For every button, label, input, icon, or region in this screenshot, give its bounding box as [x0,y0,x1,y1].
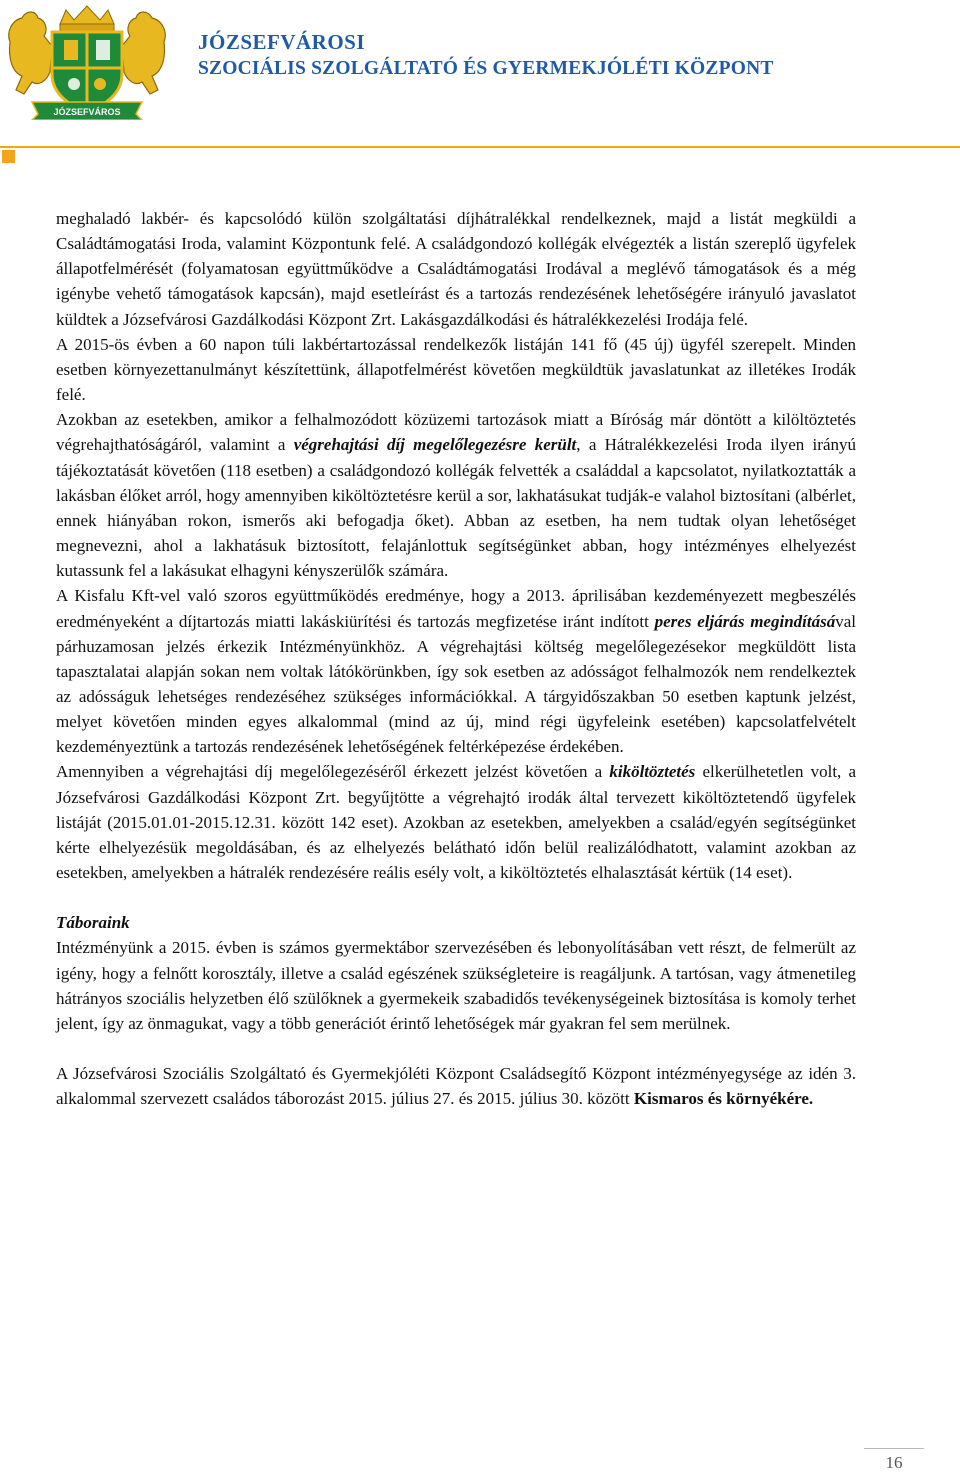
paragraph-3 [56,407,856,583]
paragraph-2: A 2015-ös évben a 60 napon túli lakbértartozással rendelkezők listáján 141 fő (45 új) ügyfél szerepelt. Minden esetben környezettanulmányt készítettünk, állapotfelmérést követően megküldtük javaslatunkat az illetékes Irodák felé. [56,334,856,405]
paragraph-3-text-a: Azokban az esetekben, amikor a felhalmozódott közüzemi tartozások miatt a Bíróság már döntött a kilöltöztetés végrehajthatóságáról, valamint a [56,410,856,455]
page-header [0,0,960,150]
header-divider [0,146,960,148]
crest-banner-text: JÓZSEFVÁROS [53,107,121,117]
paragraph-4-text-b: val párhuzamosan jelzés érkezik Intézményünkhöz. A végrehajtási költség megelőlegezésekor megküldött lista tapasztalatai alapján sokan nem voltak látókörünkben, így sok esetben az adósságot felhalmozók nem rendelkeztek az adósságuk lehetséges rendezéséhez szükséges információkkal. A tárgyidőszakban 50 esetben kaptunk jelzést, melyet követően minden egyes alkalommal (mind az új, mind régi ügyfeleink esetében) kapcsolatfelvételt kezdeményeztünk a tartozás rendezésének lehetőségének feltérképezése érdekében. [56,611,856,757]
paragraph-7-text: A Józsefvárosi Szociális Szolgáltató és Gyermekjóléti Központ Családsegítő Központ intézményegysége az idén 3. alkalommal szervezett családos táborozást 2015. július 27. és 2015. július 30. között [56,1064,856,1109]
paragraph-4-text-a: A Kisfalu Kft-vel való szoros együttműködés eredménye, hogy a 2013. áprilisában kezdeményezett megbeszélés eredményeként a díjtartozás miatti lakáskiürítési és tartozás megfizetése iránt indított [56,586,856,631]
footer-divider [864,1448,924,1449]
paragraph-5 [56,759,856,885]
paragraph-spacer [56,1036,856,1061]
paragraph-5-text-b: elkerülhetetlen volt, a Józsefvárosi Gazdálkodási Központ Zrt. begyűjtötte a végrehajtó irodák által tervezett kiköltöztetendő ügyfelek listáját (2015.01.01-2015.12.31. között 142 eset). Azokban az esetekben, amelyekben a család/egyén segítségünket kérte elhelyezésük megoldásában, és az elhelyezés belátható időn belül realizálódhatott, valamint azokban az esetekben, amelyekben a hátralék rendezésére reális esély volt, a kiköltöztetés elhalasztását kértük (14 eset). [56,762,856,883]
section-spacer [56,885,856,910]
organization-name: JÓZSEFVÁROSI [198,30,366,54]
paragraph-4 [56,583,856,759]
paragraph-7-strong: Kismaros és környékére. [633,1089,814,1109]
paragraph-3-emphasis: végrehajtási díj megelőlegezésre került [293,435,577,455]
paragraph-7 [56,1061,856,1111]
document-body [56,206,856,1111]
paragraph-5-text-a: Amennyiben a végrehajtási díj megelőlegezéséről érkezett jelzést követően a [56,762,610,782]
paragraph-6: Intézményünk a 2015. évben is számos gyermektábor szervezésében és lebonyolításában vett részt, de felmerült az igény, hogy a felnőtt korosztály, illetve a család egészének szükségleteire is reagáljunk. A tartósan, vagy átmenetileg hátrányos szociális helyzetben élő szülőknek a gyermekeik szabadidős tevékenységeinek biztosítása is komoly terhet jelent, így az önmagukat, vagy a több generációt érintő lehetőségek már gyakran fel sem merülnek. [56,938,856,1033]
section-heading: Táboraink [56,913,130,933]
header-accent-square [2,150,15,163]
paragraph-5-emphasis: kiköltöztetés [609,762,696,782]
coat-of-arms-logo [2,2,172,120]
paragraph-3-text-b: , a Hátralékkezelési Iroda ilyen irányú tájékoztatását követően (118 esetben) a családgondozó kollégák felvették a családdal a kapcsolatot, nyilatkoztatták a lakásban élőket arról, hogy amennyiben kiköltöztetésre kerül a sor, lakhatásukat tudják-e valahol biztosítani (albérlet, ennek hiányában rokon, ismerős aki befogadja őket). Abban az esetben, ha nem tudtak olyan lehetőséget megnevezni, ahol a lakhatásuk biztosított, felajánlottuk segítségünket abban, hogy intézményes elhelyezést kutassunk fel a lakásukat elhagyni kényszerülők számára. [56,435,856,581]
organization-subtitle: SZOCIÁLIS SZOLGÁLTATÓ ÉS GYERMEKJÓLÉTI KÖZPONT [198,58,774,79]
paragraph-1: meghaladó lakbér- és kapcsolódó külön szolgáltatási díjhátralékkal rendelkeznek, majd a listát megküldi a Családtámogatási Iroda, valamint Központunk felé. A családgondozó kollégák elvégezték a listán szereplő ügyfelek állapotfelmérését (folyamatosan együttműködve a Családtámogatási Irodával a meglévő támogatások és a még igénybe vehető támogatások kapcsán), majd esetleírást és a tartozás rendezésének lehetőségére irányuló javaslatot küldtek a Józsefvárosi Gazdálkodási Központ Zrt. Lakásgazdálkodási és hátralékkezelési Irodája felé. [56,209,856,329]
paragraph-4-emphasis: peres eljárás megindításá [654,611,836,631]
page-number: 16 [885,1453,903,1472]
